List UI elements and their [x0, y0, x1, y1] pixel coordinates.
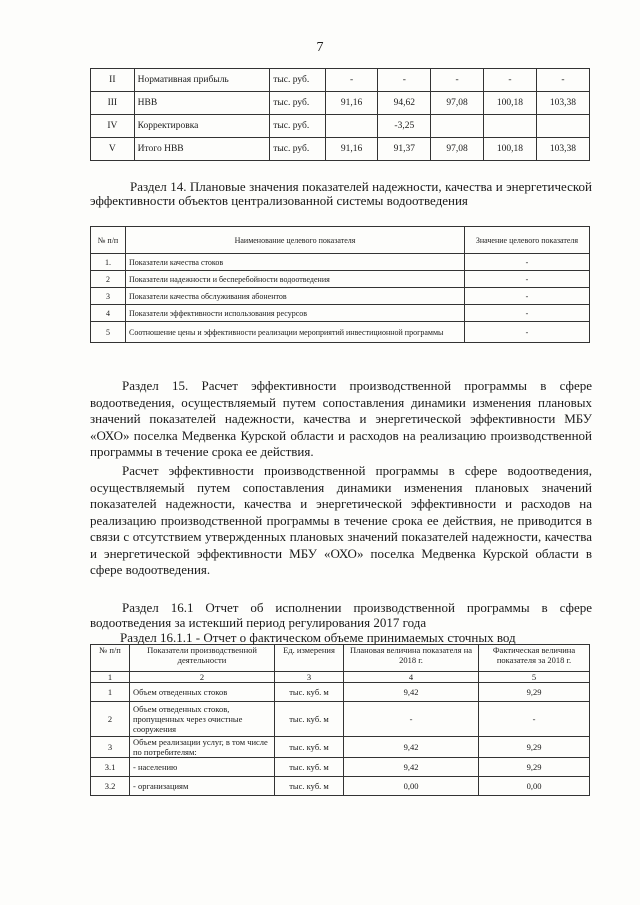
row-name: Нормативная прибыль	[134, 69, 270, 92]
table-row	[91, 92, 590, 115]
row-value: -	[378, 69, 431, 92]
row-name: - населению	[130, 758, 275, 777]
row-number: III	[91, 92, 135, 115]
row-value: 100,18	[483, 92, 536, 115]
row-value: 97,08	[431, 138, 484, 161]
column-index: 5	[479, 672, 590, 683]
row-name: Объем отведенных стоков	[130, 683, 275, 702]
row-value	[536, 115, 589, 138]
table-row	[91, 115, 590, 138]
row-value	[325, 115, 378, 138]
row-value: -	[465, 322, 590, 343]
wastewater-volume-table	[90, 644, 590, 796]
row-number: 3	[91, 737, 130, 758]
row-name: Корректировка	[134, 115, 270, 138]
column-index: 3	[275, 672, 344, 683]
row-number: 2	[91, 702, 130, 737]
row-plan: 9,42	[344, 758, 479, 777]
row-plan: 9,42	[344, 683, 479, 702]
row-fact: -	[479, 702, 590, 737]
section-15-title: Раздел 15. Расчет эффективности производственной программы в сфере водоотведения, осуществляемый путем сопоставления динамики изменения плановых значений показателей надежности, качества и энергетической эффективности МБУ «ОХО» поселка Медвенка Курской области и расходов на реализацию производственной программы в течение срока ее действия.	[90, 378, 592, 459]
table-row	[91, 322, 590, 343]
row-name: Итого НВВ	[134, 138, 270, 161]
row-name: Показатели качества обслуживания абонентов	[126, 288, 465, 305]
table-row	[91, 69, 590, 92]
column-index: 4	[344, 672, 479, 683]
row-unit: тыс. куб. м	[275, 683, 344, 702]
row-value: -	[431, 69, 484, 92]
page-number: 7	[316, 40, 324, 55]
target-indicators-table	[90, 226, 590, 343]
row-value: 103,38	[536, 138, 589, 161]
column-index-row	[91, 672, 590, 683]
table-row	[91, 288, 590, 305]
row-name: Показатели эффективности использования ресурсов	[126, 305, 465, 322]
row-value: 94,62	[378, 92, 431, 115]
table-row	[91, 254, 590, 271]
row-value: -	[465, 288, 590, 305]
row-fact: 9,29	[479, 737, 590, 758]
table-row	[91, 683, 590, 702]
row-number: 5	[91, 322, 126, 343]
row-name: Объем отведенных стоков, пропущенных через очистные сооружения	[130, 702, 275, 737]
row-unit: тыс. руб.	[270, 115, 325, 138]
table-row	[91, 737, 590, 758]
row-number: 1.	[91, 254, 126, 271]
row-unit: тыс. руб.	[270, 92, 325, 115]
row-number: 2	[91, 271, 126, 288]
row-fact: 9,29	[479, 758, 590, 777]
row-plan: 0,00	[344, 777, 479, 796]
row-unit: тыс. куб. м	[275, 758, 344, 777]
row-name: Объем реализации услуг, в том числе по потребителям:	[130, 737, 275, 758]
row-number: 3.1	[91, 758, 130, 777]
header-plan: Плановая величина показателя на 2018 г.	[344, 645, 479, 672]
row-number: 4	[91, 305, 126, 322]
table-header-row	[91, 645, 590, 672]
row-unit: тыс. куб. м	[275, 702, 344, 737]
revenue-table	[90, 68, 590, 161]
row-number: IV	[91, 115, 135, 138]
row-value: 91,37	[378, 138, 431, 161]
row-unit: тыс. руб.	[270, 138, 325, 161]
row-value: 91,16	[325, 92, 378, 115]
row-fact: 9,29	[479, 683, 590, 702]
header-num: № п/п	[91, 645, 130, 672]
row-value: -	[465, 305, 590, 322]
table-row	[91, 758, 590, 777]
section-16-1-1-title: Раздел 16.1.1 - Отчет о фактическом объеме принимаемых сточных вод	[120, 630, 516, 645]
row-value: -	[465, 254, 590, 271]
table-row	[91, 777, 590, 796]
table-row	[91, 305, 590, 322]
column-index: 1	[91, 672, 130, 683]
section-15-paragraph: Расчет эффективности производственной программы в сфере водоотведения, осуществляемый путем сопоставления динамики изменения плановых значений показателей надежности, качества и энергетической эффективности и расходов на реализацию производственной программы в течение срока ее действия, не приводится в связи с отсутствием утвержденных плановых значений показателей надежности, качества и энергетической эффективности МБУ «ОХО» поселка Медвенка Курской области в сфере водоотведения.	[90, 463, 592, 577]
row-value: -3,25	[378, 115, 431, 138]
section-14-title: Раздел 14. Плановые значения показателей надежности, качества и энергетической эффективности объектов централизованной системы водоотведения	[90, 179, 592, 208]
row-value: -	[536, 69, 589, 92]
row-value: 100,18	[483, 138, 536, 161]
row-value: -	[465, 271, 590, 288]
header-num: № п/п	[91, 227, 126, 254]
row-number: 3.2	[91, 777, 130, 796]
table-row	[91, 702, 590, 737]
row-number: 3	[91, 288, 126, 305]
table-row	[91, 271, 590, 288]
row-value: -	[483, 69, 536, 92]
row-unit: тыс. руб.	[270, 69, 325, 92]
row-value: 91,16	[325, 138, 378, 161]
header-name: Наименование целевого показателя	[126, 227, 465, 254]
row-plan: 9,42	[344, 737, 479, 758]
column-index: 2	[130, 672, 275, 683]
row-name: Показатели качества стоков	[126, 254, 465, 271]
row-value	[431, 115, 484, 138]
header-fact: Фактическая величина показателя за 2018 г.	[479, 645, 590, 672]
row-unit: тыс. куб. м	[275, 737, 344, 758]
row-value	[483, 115, 536, 138]
row-name: Показатели надежности и бесперебойности водоотведения	[126, 271, 465, 288]
row-number: II	[91, 69, 135, 92]
row-number: 1	[91, 683, 130, 702]
row-value: -	[325, 69, 378, 92]
row-plan: -	[344, 702, 479, 737]
header-unit: Ед. измерения	[275, 645, 344, 672]
row-number: V	[91, 138, 135, 161]
table-row	[91, 138, 590, 161]
row-name: НВВ	[134, 92, 270, 115]
row-fact: 0,00	[479, 777, 590, 796]
section-16-title: Раздел 16.1 Отчет об исполнении производственной программы в сфере водоотведения за истекший период регулирования 2017 года	[90, 600, 592, 630]
header-name: Показатели производственной деятельности	[130, 645, 275, 672]
row-value: 103,38	[536, 92, 589, 115]
table-header-row	[91, 227, 590, 254]
row-name: - организациям	[130, 777, 275, 796]
row-name: Соотношение цены и эффективности реализации мероприятий инвестиционной программы	[126, 322, 465, 343]
row-value: 97,08	[431, 92, 484, 115]
row-unit: тыс. куб. м	[275, 777, 344, 796]
header-value: Значение целевого показателя	[465, 227, 590, 254]
